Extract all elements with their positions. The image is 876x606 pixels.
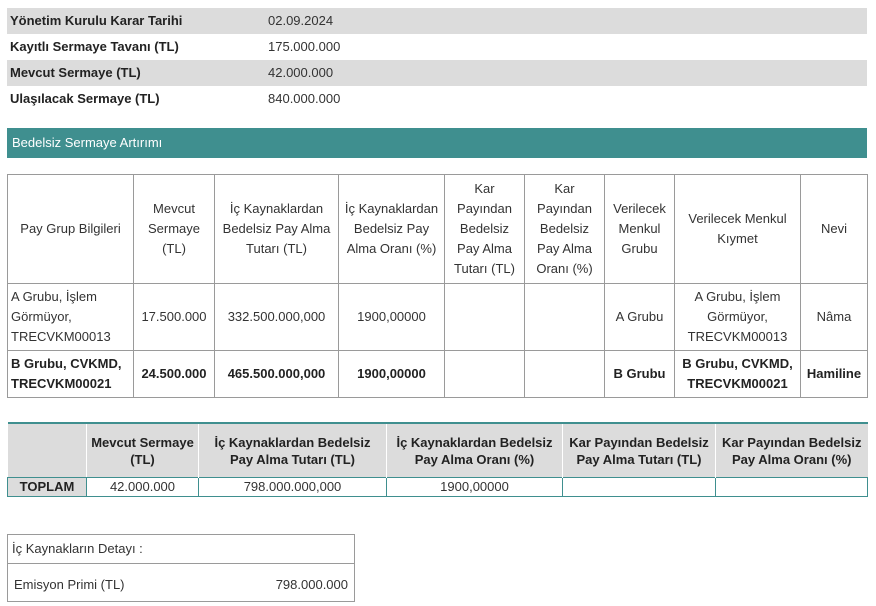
detail-label: Emisyon Primi (TL) [14, 577, 125, 592]
header-cell [8, 423, 87, 478]
table-cell: 42.000.000 [87, 478, 199, 497]
table-cell [445, 351, 525, 398]
total-label: TOPLAM [8, 478, 87, 497]
table-cell: A Grubu [605, 284, 675, 351]
section-header [7, 128, 867, 158]
header-cell: İç Kaynaklardan Bedelsiz Pay Alma Oranı (%) [387, 423, 563, 478]
table-cell: A Grubu, İşlem Görmüyor, TRECVKM00013 [8, 284, 134, 351]
table-cell [445, 284, 525, 351]
header-cell: İç Kaynaklardan Bedelsiz Pay Alma Tutarı (TL) [215, 175, 339, 284]
table-cell [525, 284, 605, 351]
table-cell: Nâma [801, 284, 868, 351]
header-cell: Mevcut Sermaye (TL) [134, 175, 215, 284]
table-cell [716, 478, 868, 497]
header-cell: Kar Payından Bedelsiz Pay Alma Tutarı (TL) [563, 423, 716, 478]
info-row-current-capital [7, 60, 867, 86]
info-row-target-capital [7, 86, 867, 112]
table-row [8, 284, 868, 351]
total-table [7, 422, 868, 497]
table-cell: 798.000.000,000 [199, 478, 387, 497]
detail-title: İç Kaynakların Detayı : [12, 541, 143, 556]
header-cell: Nevi [801, 175, 868, 284]
total-header-row [8, 423, 868, 478]
info-row-registered-capital-ceiling [7, 34, 867, 60]
info-value: 175.000.000 [268, 39, 341, 54]
table-cell [525, 351, 605, 398]
table-cell: 332.500.000,000 [215, 284, 339, 351]
info-value: 02.09.2024 [268, 13, 334, 28]
info-label: Mevcut Sermaye (TL) [10, 65, 141, 80]
table-cell: 17.500.000 [134, 284, 215, 351]
info-row-decision-date [7, 8, 867, 34]
table-cell: B Grubu, CVKMD, TRECVKM00021 [675, 351, 801, 398]
info-label: Ulaşılacak Sermaye (TL) [10, 91, 160, 106]
header-cell: Kar Payından Bedelsiz Pay Alma Tutarı (TL) [445, 175, 525, 284]
info-label: Kayıtlı Sermaye Tavanı (TL) [10, 39, 179, 54]
total-row [8, 478, 868, 497]
table-cell: B Grubu, CVKMD, TRECVKM00021 [8, 351, 134, 398]
info-value: 42.000.000 [268, 65, 334, 80]
header-cell: Verilecek Menkul Grubu [605, 175, 675, 284]
section-title: Bedelsiz Sermaye Artırımı [12, 135, 163, 150]
header-cell: Verilecek Menkul Kıymet [675, 175, 801, 284]
header-cell: Kar Payından Bedelsiz Pay Alma Oranı (%) [525, 175, 605, 284]
header-cell: Kar Payından Bedelsiz Pay Alma Oranı (%) [716, 423, 868, 478]
table-header-row [8, 175, 868, 284]
table-cell: Hamiline [801, 351, 868, 398]
header-cell: İç Kaynaklardan Bedelsiz Pay Alma Tutarı (TL) [199, 423, 387, 478]
info-label: Yönetim Kurulu Karar Tarihi [10, 13, 183, 28]
table-cell [563, 478, 716, 497]
header-cell: Pay Grup Bilgileri [8, 175, 134, 284]
table-cell: 24.500.000 [134, 351, 215, 398]
share-group-table [7, 174, 868, 398]
detail-value: 798.000.000 [275, 577, 348, 592]
header-cell: İç Kaynaklardan Bedelsiz Pay Alma Oranı (%) [339, 175, 445, 284]
table-cell: B Grubu [605, 351, 675, 398]
table-row [8, 351, 868, 398]
divider [8, 563, 354, 564]
table-cell: 1900,00000 [339, 284, 445, 351]
info-value: 840.000.000 [268, 91, 341, 106]
internal-sources-detail [7, 534, 355, 602]
header-cell: Mevcut Sermaye (TL) [87, 423, 199, 478]
table-cell: 465.500.000,000 [215, 351, 339, 398]
table-cell: 1900,00000 [339, 351, 445, 398]
table-cell: 1900,00000 [387, 478, 563, 497]
table-cell: A Grubu, İşlem Görmüyor, TRECVKM00013 [675, 284, 801, 351]
